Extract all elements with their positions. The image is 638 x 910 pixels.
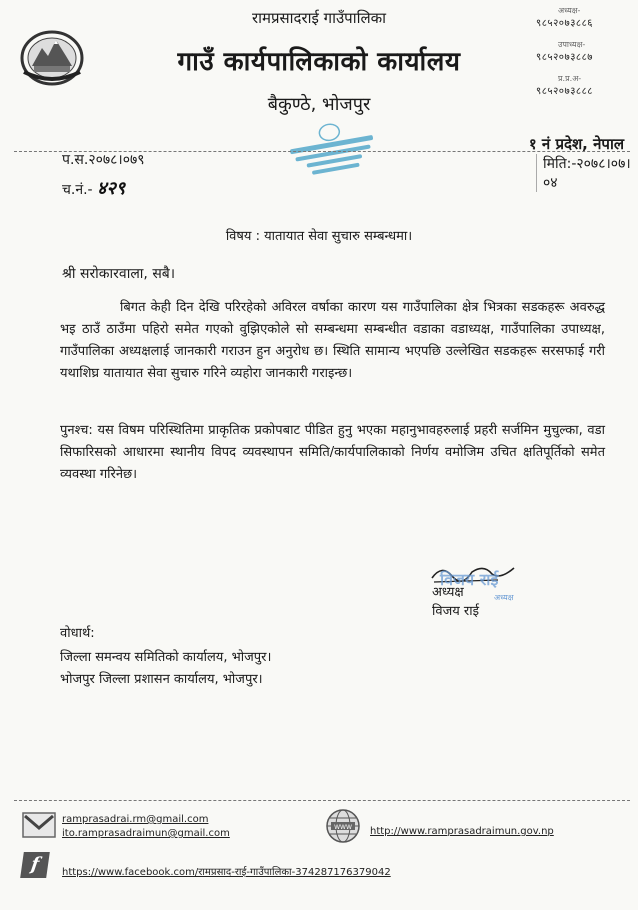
letter-subject: विषय : यातायात सेवा सुचारु सम्बन्धमा। bbox=[225, 229, 413, 244]
province-label: १ नं प्रदेश, नेपाल bbox=[528, 135, 624, 153]
cc-heading: वोधार्थ: bbox=[60, 626, 95, 641]
body-paragraph-postscript: पुनश्च: यस विषम परिस्थितिमा प्राकृतिक प्रकोपबाट पीडित हुनु भएका महानुभावहरुलाई प्रहरी सर्जमिन मुचुल्का, वडा सिफारिसको आधारमा स्थानीय विपद व्यवस्थापन समिति/कार्यपालिकाको निर्णय वमोजिम उचित क्षतिपूर्तिको समेत व्यवस्था गरिनेछ। bbox=[60, 423, 605, 482]
contact-number: ९८५२०७३८८८ bbox=[536, 86, 593, 97]
municipality-name: रामप्रसादराई गाउँपालिका bbox=[251, 9, 387, 27]
cc-recipient: भोजपुर जिल्ला प्रशासन कार्यालय, भोजपुर। bbox=[60, 672, 263, 687]
website-link[interactable]: http://www.ramprasadraimun.gov.np bbox=[370, 826, 554, 837]
contact-number: ९८५२०७३८८७ bbox=[536, 52, 593, 63]
dispatch-value: ४२९ bbox=[97, 178, 126, 199]
facebook-icon: f bbox=[20, 852, 50, 878]
footer-divider bbox=[14, 800, 630, 801]
office-stamp bbox=[283, 118, 383, 188]
facebook-link[interactable]: https://www.facebook.com/रामप्रसाद-राई-गाउँपालिका-374287176379042 bbox=[62, 867, 391, 878]
office-title: गाउँ कार्यपालिकाको कार्यालय bbox=[177, 47, 461, 77]
contact-role: अध्यक्ष- bbox=[558, 6, 581, 15]
dispatch-label: च.नं.- bbox=[62, 182, 93, 198]
globe-icon bbox=[322, 808, 364, 844]
contact-role: प्र.प्र.अ- bbox=[558, 74, 582, 83]
contact-number: ९८५२०७३८८६ bbox=[536, 18, 593, 29]
signature-stamp: विजय राई bbox=[440, 570, 499, 589]
office-place: बैकुण्ठे, भोजपुर bbox=[267, 94, 371, 115]
signatory-name: विजय राई bbox=[432, 604, 479, 619]
email-link[interactable]: ramprasadrai.rm@gmail.com bbox=[62, 814, 209, 825]
dispatch-number bbox=[62, 176, 125, 200]
svg-text:WWW: WWW bbox=[334, 824, 352, 831]
cc-recipient: जिल्ला समन्वय समितिको कार्यालय, भोजपुर। bbox=[60, 650, 272, 665]
signatory-role: अध्यक्ष bbox=[432, 585, 464, 600]
fiscal-year: प.स.२०७८।०७९ bbox=[62, 152, 145, 168]
signature-stamp-role: अध्यक्ष bbox=[494, 593, 514, 602]
email-link[interactable]: ito.ramprasadraimun@gmail.com bbox=[62, 828, 230, 839]
contact-role: उपाध्यक्ष- bbox=[558, 40, 586, 49]
body-paragraph: बिगत केही दिन देखि परिरहेको अविरल वर्षाका कारण यस गाउँपालिका क्षेत्र भित्रका सडकहरू अवरुद्ध भइ ठाउँ ठाउँमा पहिरो समेत गएको वुझिएकोले सो सम्बन्धमा सम्बन्धीत वडाका वडाध्यक्ष, गाउँपालिका उपाध्यक्ष, गाउँपालिका अध्यक्षलाई जानकारी गराउन हुन अनुरोध छ। स्थिति सामान्य भएपछि उल्लेखित सडकहरू सरसफाई गरी यथाशिघ्र यातायात सेवा सुचारु गरिने व्यहोरा जानकारी गराइन्छ। bbox=[60, 300, 605, 381]
salutation: श्री सरोकारवाला, सबै। bbox=[62, 266, 176, 282]
mail-icon bbox=[22, 812, 56, 838]
letter-date: मिति:-२०७८।०७।०४ bbox=[536, 154, 633, 192]
contact-numbers bbox=[536, 4, 632, 98]
